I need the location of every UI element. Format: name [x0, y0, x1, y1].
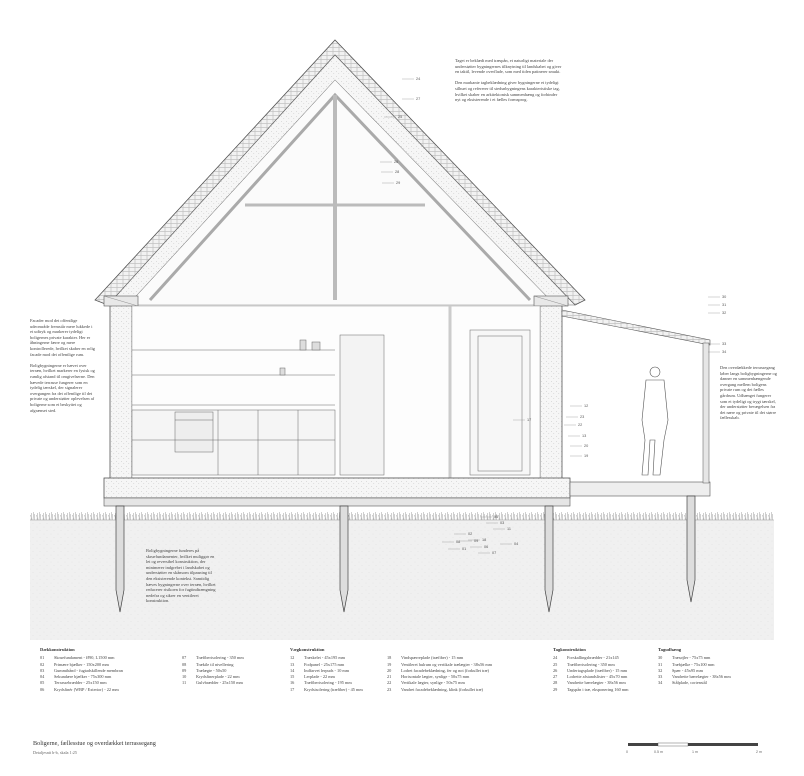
legend-item-number: 24: [553, 655, 558, 661]
detail-tag: 04: [514, 542, 519, 546]
legend-item-number: 31: [658, 661, 663, 667]
terrace-deck: [570, 482, 710, 496]
legend-item-text: Træfiberisolering - 350 mm: [567, 661, 615, 667]
detail-tag: 22: [578, 423, 583, 427]
legend-wall-cont: [387, 647, 547, 693]
legend-item-number: 20: [387, 667, 392, 673]
legend-roof: [553, 647, 653, 693]
detail-tag: 03: [500, 521, 505, 525]
legend-item-text: Træskelet - 45x195 mm: [304, 655, 346, 661]
detail-tag: 01: [462, 547, 467, 551]
detail-tag: 28: [395, 170, 400, 174]
legend-item: [40, 687, 170, 693]
legend-item-text: Undertagsplade (træfiber) - 15 mm: [567, 667, 628, 673]
legend-item-text: Krydsfinerplade - 22 mm: [196, 674, 240, 680]
legend-item-number: 23: [387, 686, 392, 692]
legend-item-number: 15: [290, 674, 295, 680]
legend-item-text: Vindspærreplade (træfiber) - 15 mm: [401, 655, 464, 661]
legend-item-text: Træbjælke - 75x100 mm: [672, 661, 715, 667]
legend-item-text: Krydsisolering (træfiber) - 45 mm: [304, 686, 363, 692]
legend-item-text: Gulvbrædder - 25x150 mm: [196, 680, 243, 686]
scale-label: 1 m: [692, 750, 698, 754]
legend-item-text: Vertikale lægter, synlige - 50x75 mm: [401, 680, 465, 686]
gable-interior: [128, 80, 555, 305]
legend-item-text: Træsøjler - 75x75 mm: [672, 655, 711, 661]
detail-tag: 23: [580, 415, 585, 419]
legend-item-text: Lerplade - 22 mm: [304, 674, 335, 680]
legend-item-number: 27: [553, 674, 558, 680]
legend-item-number: 22: [387, 680, 392, 686]
legend-item-number: 32: [658, 667, 663, 673]
detail-tag: 19: [584, 454, 589, 458]
detail-tag: 07: [492, 551, 497, 555]
foundation-note: Boligbygningerne funderes på skruefundamenter, hvilket muliggør en let og reversibel konstruktion, der minimerer indgrebet i landskabet og understøtter en skånsom tilpasning til den eksisterende kontekst. Samtidig hæves bygningerne over terræn, hvilket reducerer risikoen for fugtindtrængning nedefra og sikrer en ventileret konstruktion.: [146, 548, 216, 604]
detail-tag: 34: [722, 350, 727, 354]
person-figure: [642, 367, 668, 475]
legend-item-text: Forskallingsbrædder - 21x145: [567, 655, 619, 661]
legend-item-number: 18: [387, 655, 392, 661]
legend-item: [658, 680, 778, 686]
legend-item-number: 21: [387, 674, 392, 680]
legend-item-text: Indfarvet lerpuds - 10 mm: [304, 667, 350, 673]
legend-item-text: Lodrette afstandslister - 45x70 mm: [567, 674, 628, 680]
scale-label: 0.5 m: [654, 750, 663, 754]
legend-item-number: 16: [290, 680, 295, 686]
detail-tag: 08: [456, 540, 461, 544]
detail-tag: 09: [474, 539, 479, 543]
legend-item-number: 01: [40, 655, 45, 661]
legend-item-number: 14: [290, 667, 295, 673]
legend-item-text: Vandrette bærelægter - 38x56 mm: [567, 680, 626, 686]
detail-tag: 05: [494, 515, 499, 519]
legend-item-number: 12: [290, 655, 295, 661]
legend-wall: [290, 647, 390, 693]
legend-heading: Vægkonstruktion: [290, 647, 325, 652]
legend-item-number: 08: [182, 661, 187, 667]
legend-item-text: Træfiberisolering - 350 mm: [196, 655, 244, 661]
detail-tag: 24: [416, 77, 421, 81]
legend-item-number: 17: [290, 686, 295, 692]
legend-heading: Dækkonstruktion: [40, 647, 75, 652]
legend-item-number: 26: [553, 667, 558, 673]
legend-item: [182, 680, 292, 686]
terrace-note: Den overdækkede terrassegang løber langs boligbygningerne og danner en sammenhængende overgang mellem boligens private rum og det fælles gårdrum. Udhænget fungerer som et tydeligt og trygt tærskel, der understøtter bevægelsen fra det nære og private til det større fællesskab.: [720, 365, 777, 421]
terrace-canopy: [562, 310, 710, 345]
legend-item-number: 33: [658, 674, 663, 680]
legend-item-text: Horisontale lægter, synlige - 50x75 mm: [401, 674, 470, 680]
legend-item-text: Trælægte - 50x50: [196, 667, 227, 673]
legend-heading: [387, 647, 547, 653]
legend-item: [290, 687, 390, 693]
legend-item-number: 06: [40, 686, 45, 692]
detail-tag: 11: [507, 527, 511, 531]
floor-deck: [104, 478, 570, 498]
roof-note: Taget er beklædt med træspån, et naturligt materiale der understøtter bygningernes tilknytning til landskabet og giver en taktil, levende overflade, som med tiden patinerer smukt. Den markante tagbeklædning giver bygningerne et tydeligt silhuet og refererer til stedsnbygningens karakteristiske tag, hvilket skaber en arkitektonisk sammenhæng og forbinder nyt og eksisterende i et fælles formsprog.: [455, 58, 562, 103]
legend-item-number: 09: [182, 667, 187, 673]
legend-floor: [40, 647, 170, 693]
detail-tag: 31: [722, 303, 727, 307]
wall-left: [110, 298, 132, 483]
legend-item-number: 04: [40, 674, 45, 680]
legend-item-text: Trækile til nivellering: [196, 661, 234, 667]
detail-tag: 06: [484, 545, 489, 549]
detail-tag: 33: [722, 342, 727, 346]
legend-item-number: 30: [658, 655, 663, 661]
detail-tag: 29: [396, 181, 401, 185]
scale-label: 2 m: [756, 750, 762, 754]
legend-item-number: 05: [40, 680, 45, 686]
legend-item-text: Skruefundament - Ø90, L1500 mm: [54, 655, 115, 661]
detail-tag: 26: [394, 160, 399, 164]
scale-bar: [626, 743, 762, 754]
wall-right: [540, 298, 562, 483]
legend-heading: [182, 647, 292, 653]
detail-tag: 13: [582, 434, 587, 438]
legend-item-text: Terrassebrædder - 25x150 mm: [54, 680, 107, 686]
legend-item-text: Ventileret hulrum og vertikale trælægter - 38x56 mm: [401, 661, 493, 667]
detail-tag: 12: [584, 404, 589, 408]
legend-item-text: Vandrette bærelægter - 38x56 mm: [672, 674, 731, 680]
legend-item-number: 34: [658, 680, 663, 686]
detail-tag: 02: [468, 532, 473, 536]
legend-item-text: Sekundære bjælker - 75x300 mm: [54, 674, 112, 680]
legend-item-number: 25: [553, 661, 558, 667]
legend-item-number: 28: [553, 680, 558, 686]
detail-tag: 18: [482, 538, 487, 542]
detail-tag: 20: [584, 444, 589, 448]
legend-item-text: Krydsfinér (WBP / Exterior) - 22 mm: [54, 686, 119, 692]
legend-item-number: 03: [40, 667, 45, 673]
scale-label: 0: [626, 750, 628, 754]
legend-item-text: Fodpanel - 25x175 mm: [304, 661, 345, 667]
legend-item-number: 13: [290, 661, 295, 667]
legend-floor-cont: [182, 647, 292, 687]
legend-item-number: 29: [553, 686, 558, 692]
legend-item: [553, 687, 653, 693]
legend-item-text: Spær - 45x95 mm: [672, 667, 703, 673]
ground: [30, 520, 774, 640]
legend-item-number: 02: [40, 661, 45, 667]
detail-tag: 30: [722, 295, 727, 299]
legend-heading: Tagkonstruktion: [553, 647, 586, 652]
drawing-caption: Boligerne, fællesstue og overdækket terrassegang: [33, 740, 156, 747]
legend-item-text: Primære bjælker - 150x200 mm: [54, 661, 109, 667]
legend-item-text: Tagspån i træ, eksponering 160 mm: [567, 686, 629, 692]
legend-item: [387, 687, 547, 693]
legend-item-number: 11: [182, 680, 187, 686]
legend-item-text: Træfiberisolering - 195 mm: [304, 680, 352, 686]
legend-overhang: [658, 647, 778, 687]
legend-item-number: 19: [387, 661, 392, 667]
legend-heading: Tagudhæng: [658, 647, 682, 652]
legend-item-text: Stålplade, cortenstål: [672, 680, 707, 686]
detail-tag: 17: [527, 418, 532, 422]
legend-item-number: 10: [182, 674, 187, 680]
detail-tag: 32: [722, 311, 727, 315]
legend-item-text: Vandret facadebeklædning, klink (forkullet træ): [401, 686, 483, 692]
drawing-subcaption: Detaljesnit b-b, skala 1:25: [33, 750, 77, 755]
detail-tag: 27: [416, 97, 421, 101]
facade-note: Facader mod det offentlige udeområde fremstår mere lukkede i et udtryk og markerer tydeligt boligernes private karakter. Her er åbningerne færre og mere kontrollerede, hvilket skaber en rolig facade mod det offentlige rum. Boligbygningerne er hævet over terræn, hvilket markerer en fysisk og rumlig afstand til omgivelserne. Den hævede terrasse fungerer som en tydelig tærskel, der signalerer overgangen fra det offentlige til det private og understøtter oplevelsen af boligerne som et beskyttet og afgrænset sted.: [30, 318, 95, 413]
legend-item-number: 07: [182, 655, 187, 661]
legend-item-text: Gummibånd - fugtadskillende membran: [54, 667, 123, 673]
legend-item-text: Lodret facadebeklædning, fer og not (forkullet træ): [401, 667, 489, 673]
detail-tag: 25: [398, 115, 403, 119]
